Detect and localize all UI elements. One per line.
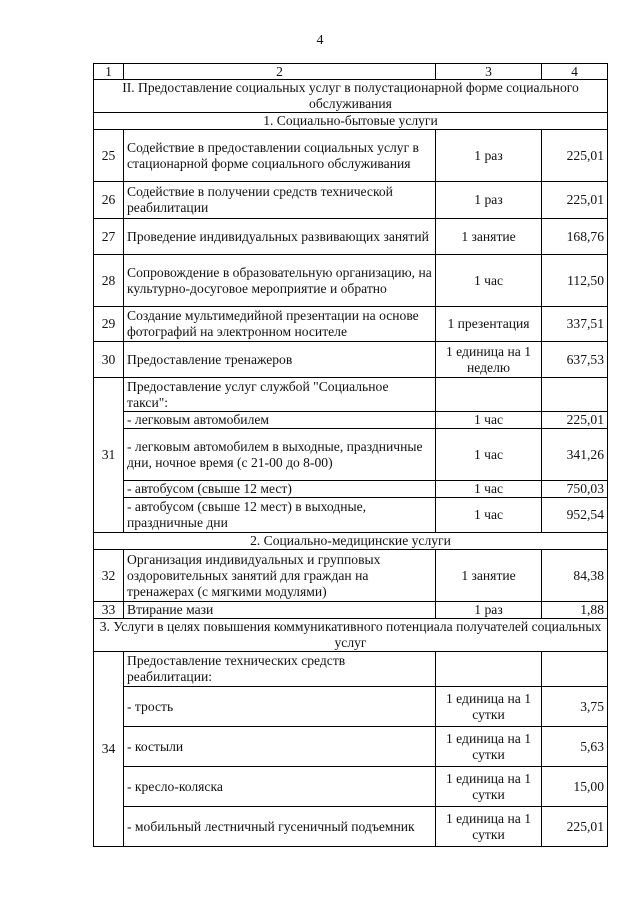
row-number: 26: [94, 182, 124, 219]
services-price-table: [93, 63, 608, 847]
table-row: [94, 307, 608, 342]
subsection-row: [94, 619, 608, 652]
service-name: Содействие в предоставлении социальных услуг в стационарной форме социального обслуживания: [124, 130, 436, 182]
service-price: 112,50: [542, 255, 608, 307]
row-number: 28: [94, 255, 124, 307]
service-unit: 1 раз: [436, 602, 542, 619]
table-row: [94, 602, 608, 619]
service-name: Втирание мази: [124, 602, 436, 619]
service-price: 637,53: [542, 342, 608, 378]
service-price: 1,88: [542, 602, 608, 619]
table-row: [94, 652, 608, 687]
row-number: 31: [94, 378, 124, 533]
service-unit: 1 час: [436, 498, 542, 533]
subsection-social-medical: 2. Социально-медицинские услуги: [94, 533, 608, 550]
service-unit: 1 занятие: [436, 550, 542, 602]
service-unit: 1 час: [436, 481, 542, 498]
table-row: [94, 481, 608, 498]
table-row: [94, 498, 608, 533]
service-price: 168,76: [542, 219, 608, 255]
service-name: Создание мультимедийной презентации на основе фотографий на электронном носителе: [124, 307, 436, 342]
service-unit: 1 единица на 1 сутки: [436, 727, 542, 767]
service-name: - костыли: [124, 727, 436, 767]
service-price: 952,54: [542, 498, 608, 533]
table-row: [94, 550, 608, 602]
service-name: Предоставление тренажеров: [124, 342, 436, 378]
table-row: [94, 219, 608, 255]
service-price: 225,01: [542, 130, 608, 182]
table-row: [94, 429, 608, 481]
row-number: 34: [94, 652, 124, 847]
table-row: [94, 130, 608, 182]
table-header-row: [94, 64, 608, 80]
service-name: - трость: [124, 687, 436, 727]
table-row: [94, 687, 608, 727]
service-unit: 1 презентация: [436, 307, 542, 342]
service-name: - мобильный лестничный гусеничный подъемник: [124, 807, 436, 847]
section-title: II. Предоставление социальных услуг в полустационарной форме социального обслуживания: [94, 80, 608, 113]
row-number: 25: [94, 130, 124, 182]
subsection-row: [94, 113, 608, 130]
service-unit: 1 раз: [436, 130, 542, 182]
service-price: 15,00: [542, 767, 608, 807]
service-unit: 1 час: [436, 429, 542, 481]
service-name: Предоставление технических средств реабилитации:: [124, 652, 436, 687]
service-price: 341,26: [542, 429, 608, 481]
service-name: Сопровождение в образовательную организацию, на культурно-досуговое мероприятие и обратно: [124, 255, 436, 307]
service-name: - автобусом (свыше 12 мест): [124, 481, 436, 498]
service-unit: 1 единица на 1 сутки: [436, 687, 542, 727]
service-unit: [436, 378, 542, 412]
service-unit: 1 час: [436, 255, 542, 307]
service-unit: 1 единица на 1 неделю: [436, 342, 542, 378]
table-row: [94, 182, 608, 219]
service-name: - легковым автомобилем в выходные, праздничные дни, ночное время (с 21-00 до 8-00): [124, 429, 436, 481]
table-row: [94, 378, 608, 412]
service-unit: 1 единица на 1 сутки: [436, 767, 542, 807]
service-price: 5,63: [542, 727, 608, 767]
subsection-communication: 3. Услуги в целях повышения коммуникативного потенциала получателей социальных услуг: [94, 619, 608, 652]
subsection-row: [94, 533, 608, 550]
service-name: - кресло-коляска: [124, 767, 436, 807]
table-row: [94, 412, 608, 429]
service-price: 225,01: [542, 412, 608, 429]
service-name: - автобусом (свыше 12 мест) в выходные, праздничные дни: [124, 498, 436, 533]
row-number: 29: [94, 307, 124, 342]
service-price: 3,75: [542, 687, 608, 727]
service-unit: 1 занятие: [436, 219, 542, 255]
table-row: [94, 255, 608, 307]
service-name: Предоставление услуг службой "Социальное такси":: [124, 378, 436, 412]
subsection-social-household: 1. Социально-бытовые услуги: [94, 113, 608, 130]
header-col-1: 1: [94, 64, 124, 80]
header-col-2: 2: [124, 64, 436, 80]
service-name: Организация индивидуальных и групповых оздоровительных занятий для граждан на тренажерах (с мягкими модулями): [124, 550, 436, 602]
header-col-3: 3: [436, 64, 542, 80]
service-price: 84,38: [542, 550, 608, 602]
service-price: 337,51: [542, 307, 608, 342]
table-row: [94, 727, 608, 767]
service-unit: [436, 652, 542, 687]
header-col-4: 4: [542, 64, 608, 80]
row-number: 32: [94, 550, 124, 602]
row-number: 30: [94, 342, 124, 378]
service-unit: 1 раз: [436, 182, 542, 219]
row-number: 27: [94, 219, 124, 255]
service-price: 225,01: [542, 182, 608, 219]
page-number: 4: [316, 33, 324, 48]
service-unit: 1 час: [436, 412, 542, 429]
section-row: [94, 80, 608, 113]
service-name: Проведение индивидуальных развивающих занятий: [124, 219, 436, 255]
table-row: [94, 342, 608, 378]
table-row: [94, 807, 608, 847]
service-price: [542, 652, 608, 687]
service-name: - легковым автомобилем: [124, 412, 436, 429]
service-unit: 1 единица на 1 сутки: [436, 807, 542, 847]
service-price: [542, 378, 608, 412]
service-price: 225,01: [542, 807, 608, 847]
service-price: 750,03: [542, 481, 608, 498]
row-number: 33: [94, 602, 124, 619]
table-row: [94, 767, 608, 807]
service-name: Содействие в получении средств технической реабилитации: [124, 182, 436, 219]
